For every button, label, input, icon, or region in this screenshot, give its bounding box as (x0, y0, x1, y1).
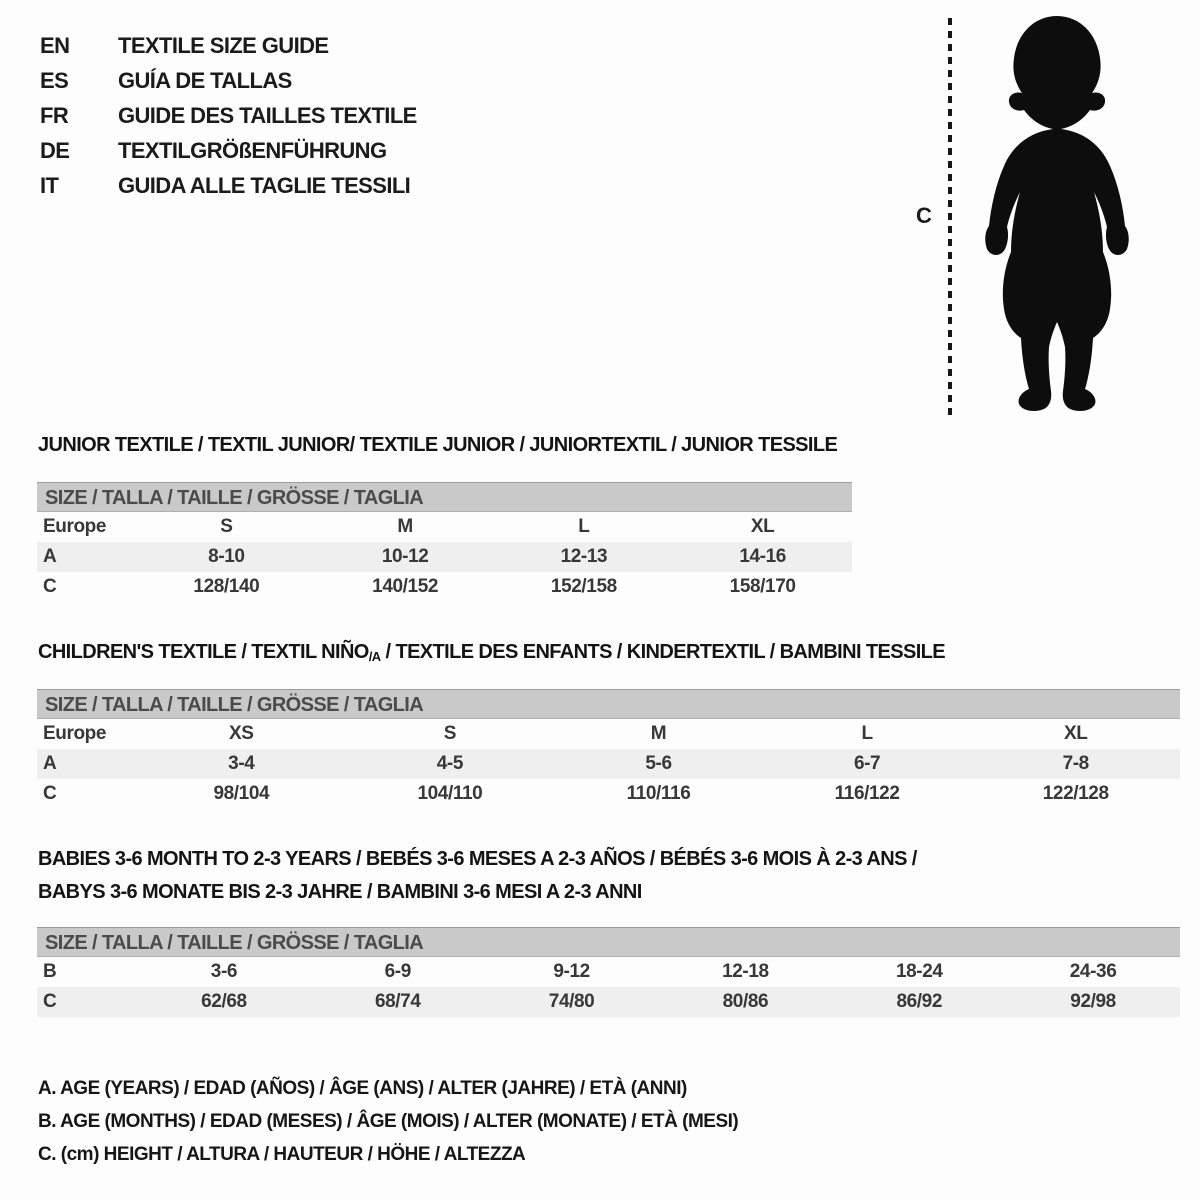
language-row-fr (40, 98, 417, 133)
cell: 18-24 (895, 961, 943, 982)
cell: 7-8 (1062, 753, 1089, 774)
cell: S (443, 723, 457, 744)
guide-title-en: TEXTILE SIZE GUIDE (118, 32, 329, 58)
guide-title-es: GUÍA DE TALLAS (118, 67, 292, 93)
cell: 6-9 (384, 961, 411, 982)
cell: 12-13 (560, 546, 608, 567)
cell: 12-18 (722, 961, 769, 982)
cell: M (650, 723, 667, 744)
language-code: FR (40, 102, 69, 128)
cell: 24-36 (1069, 961, 1117, 982)
cell: 5-6 (645, 753, 672, 774)
cell: 98/104 (213, 783, 270, 804)
cell: 14-16 (739, 546, 786, 567)
language-row-it (40, 168, 417, 203)
table-row-age-years (37, 542, 852, 572)
babies-size-table (37, 927, 1180, 1017)
children-section-title (38, 641, 945, 664)
cell: S (220, 516, 233, 537)
cell: 140/152 (372, 576, 439, 597)
language-header (40, 28, 417, 203)
children-size-table (37, 689, 1180, 809)
children-title-sub: /A (368, 649, 381, 664)
language-code: IT (40, 172, 59, 198)
measure-label-c: C (916, 203, 932, 228)
row-label: A (43, 753, 57, 774)
cell: 3-4 (228, 753, 255, 774)
cell: L (578, 516, 590, 537)
cell: 62/68 (201, 991, 247, 1012)
cell: 152/158 (550, 576, 617, 597)
language-row-en (40, 28, 417, 63)
cell: 74/80 (548, 991, 595, 1012)
row-label: B (43, 961, 57, 982)
cell: 92/98 (1070, 991, 1116, 1012)
cell: 116/122 (834, 783, 900, 804)
cell: 80/86 (722, 991, 769, 1012)
table-row-height (37, 572, 852, 602)
cell: 8-10 (208, 546, 245, 567)
table-row-height (37, 779, 1180, 809)
legend-line-c: C. (cm) HEIGHT / ALTURA / HAUTEUR / HÖHE / ALTEZZA (38, 1144, 526, 1165)
language-row-de (40, 133, 417, 168)
cell: 9-12 (553, 961, 590, 982)
table-row-age-years (37, 749, 1180, 779)
size-header-bar: SIZE / TALLA / TAILLE / GRÖSSE / TAGLIA (37, 927, 1180, 957)
cell: 128/140 (193, 576, 260, 597)
children-title-prefix: CHILDREN'S TEXTILE / TEXTIL NIÑO (38, 641, 369, 663)
babies-section-title-line2: BABYS 3-6 MONATE BIS 2-3 JAHRE / BAMBINI 3-6 MESI A 2-3 ANNI (38, 881, 642, 903)
legend (38, 1072, 738, 1171)
guide-title-it: GUIDA ALLE TAGLIE TESSILI (118, 172, 411, 198)
cell: 86/92 (896, 991, 943, 1012)
table-row-europe (37, 719, 1180, 749)
children-title-suffix: / TEXTILE DES ENFANTS / KINDERTEXTIL / BAMBINI TESSILE (380, 641, 946, 663)
row-label: C (43, 991, 57, 1012)
junior-size-table (37, 482, 852, 602)
babies-section-title-line1: BABIES 3-6 MONTH TO 2-3 YEARS / BEBÉS 3-6 MESES A 2-3 AÑOS / BÉBÉS 3-6 MOIS À 2-3 ANS / (38, 848, 917, 870)
language-row-es (40, 63, 417, 98)
cell: 6-7 (853, 753, 881, 774)
cell: XS (229, 723, 254, 744)
legend-line-a: A. AGE (YEARS) / EDAD (AÑOS) / ÂGE (ANS) / ALTER (JAHRE) / ETÀ (ANNI) (38, 1078, 687, 1099)
language-code: DE (40, 137, 70, 163)
cell: 68/74 (374, 991, 421, 1012)
language-code: EN (40, 32, 70, 58)
cell: 104/110 (417, 783, 483, 804)
cell: XL (1063, 723, 1088, 744)
guide-title-fr: GUIDE DES TAILLES TEXTILE (118, 102, 417, 128)
row-label: Europe (43, 516, 107, 537)
height-figure (900, 12, 1162, 420)
row-label: C (43, 576, 57, 597)
toddler-silhouette-icon (952, 12, 1162, 420)
row-label: A (43, 546, 57, 567)
row-label: Europe (43, 723, 107, 744)
cell: XL (750, 516, 775, 537)
cell: 158/170 (729, 576, 796, 597)
table-row-height (37, 987, 1180, 1017)
legend-line-b: B. AGE (MONTHS) / EDAD (MESES) / ÂGE (MOIS) / ALTER (MONATE) / ETÀ (MESI) (38, 1111, 739, 1132)
cell: 110/116 (626, 783, 691, 804)
guide-title-de: TEXTILGRÖßENFÜHRUNG (118, 137, 387, 163)
cell: 10-12 (381, 546, 429, 567)
table-row-age-months (37, 957, 1180, 987)
cell: M (397, 516, 413, 537)
table-row-europe (37, 512, 852, 542)
language-code: ES (40, 67, 69, 93)
cell: 4-5 (436, 753, 464, 774)
row-label: C (43, 783, 57, 804)
cell: 122/128 (1042, 783, 1109, 804)
junior-section-title: JUNIOR TEXTILE / TEXTIL JUNIOR/ TEXTILE JUNIOR / JUNIORTEXTIL / JUNIOR TESSILE (38, 434, 838, 456)
cell: 3-6 (210, 961, 238, 982)
size-header-bar: SIZE / TALLA / TAILLE / GRÖSSE / TAGLIA (37, 689, 1180, 719)
size-header-bar: SIZE / TALLA / TAILLE / GRÖSSE / TAGLIA (37, 482, 852, 512)
cell: L (861, 723, 873, 744)
